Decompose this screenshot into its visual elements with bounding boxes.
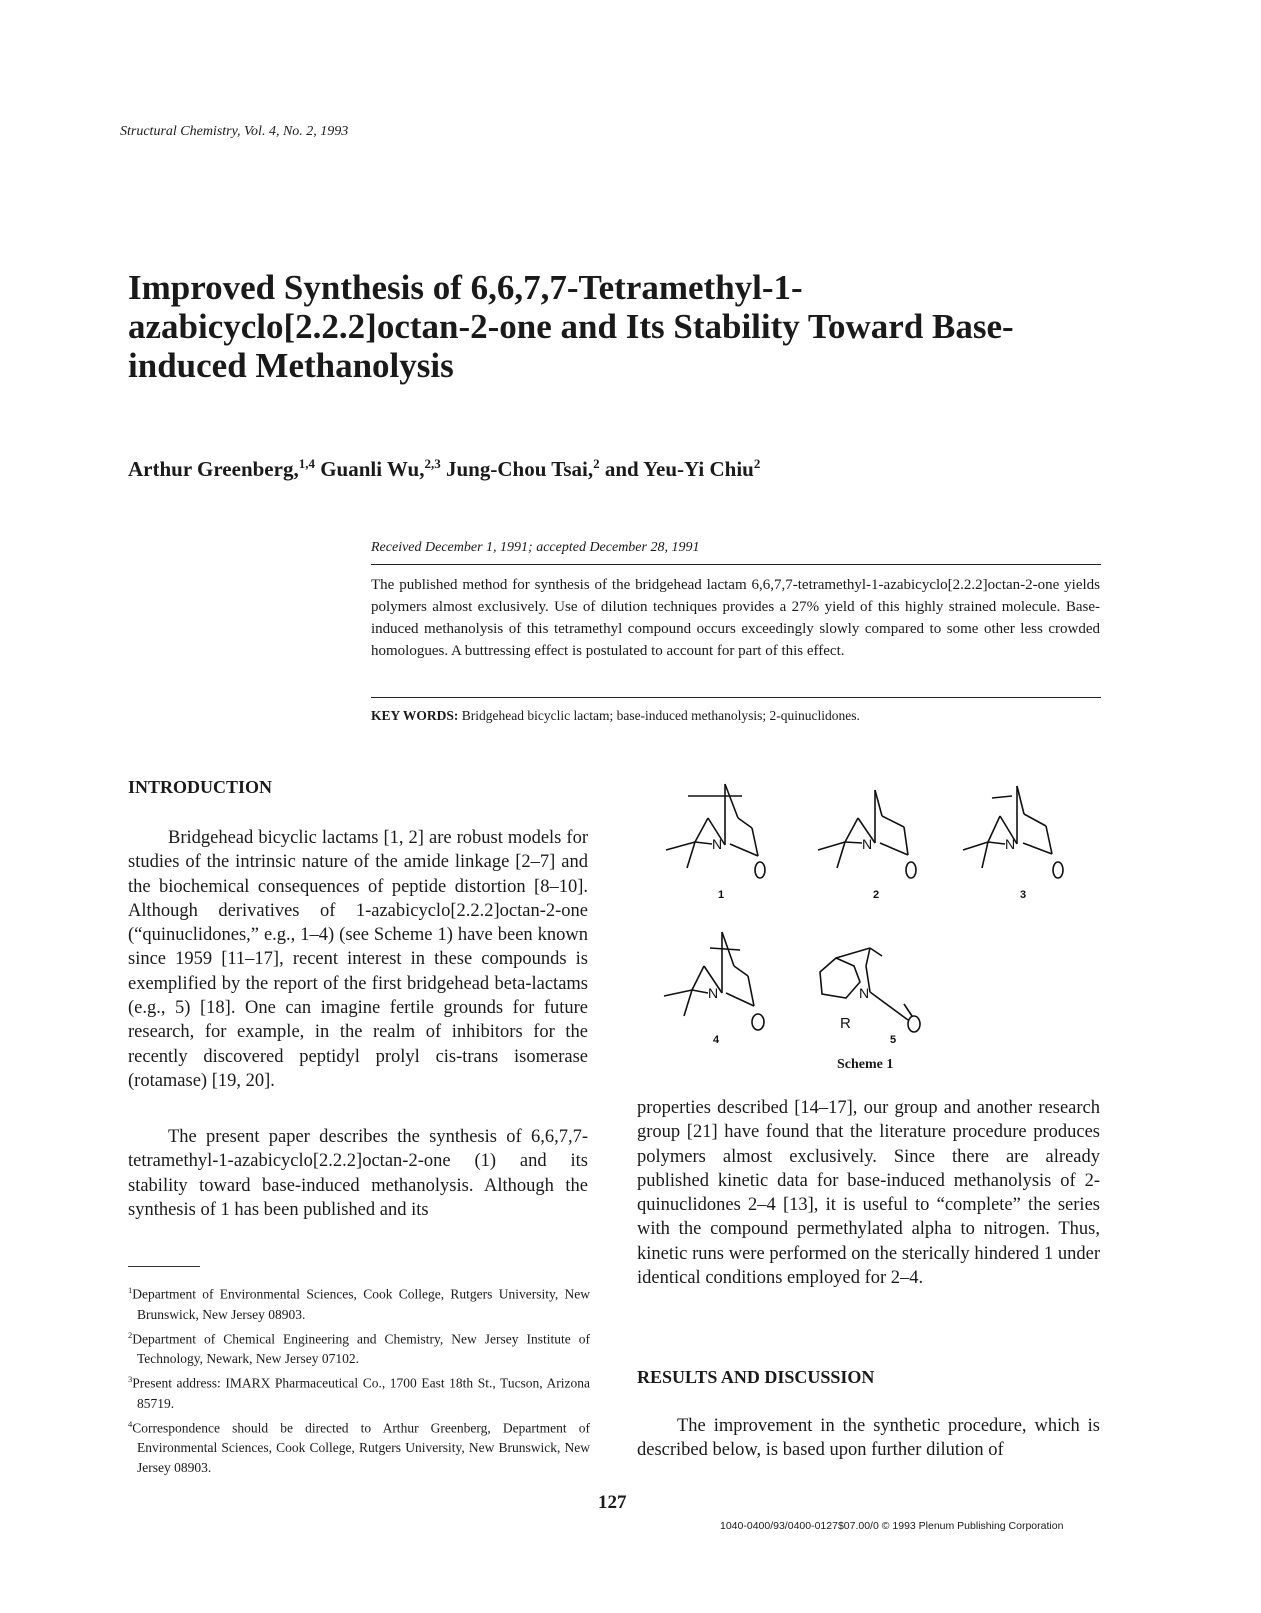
copyright-line: 1040-0400/93/0400-0127$07.00/0 © 1993 Plenum Publishing Corporation (720, 1520, 1064, 1532)
atom-n-label: N (712, 836, 723, 852)
compound-label: 3 (1020, 889, 1027, 901)
journal-citation: Structural Chemistry, Vol. 4, No. 2, 1993 (120, 124, 349, 139)
atom-n-label: N (859, 985, 870, 1001)
r-group-label: R (840, 1015, 851, 1032)
footnote-mark: 4 (128, 1418, 133, 1429)
footnote-mark: 1 (128, 1285, 133, 1295)
footnote (128, 1280, 590, 1325)
abstract-top-rule (371, 564, 1101, 565)
received-dates: Received December 1, 1991; accepted December 28, 1991 (371, 540, 700, 555)
structure-compound-1 (666, 784, 765, 901)
author-affiliation: 2,3 (424, 456, 441, 471)
author-affiliation: 2 (593, 456, 600, 471)
keywords: Bridgehead bicyclic lactam; base-induced methanolysis; 2-quinuclidones. (461, 708, 860, 723)
author-affiliation: 2 (753, 456, 761, 471)
results-paragraph-1: The improvement in the synthetic procedure, which is described below, is based upon further dilution of (637, 1416, 1100, 1461)
footnote-mark: 2 (128, 1329, 133, 1340)
scheme-caption: Scheme 1 (837, 1057, 894, 1072)
page-number: 127 (598, 1492, 627, 1513)
footnote-text: Department of Environmental Sciences, Cook College, Rutgers University, New Brunswick, New Jersey 08903. (132, 1286, 590, 1322)
scheme-1-structures (640, 770, 1110, 1080)
footnote-rule (128, 1266, 200, 1267)
abstract: The published method for synthesis of the bridgehead lactam 6,6,7,7-tetramethyl-1-azabicyclo[2.2.2]octan-2-one yields polymers almost exclusively. Use of dilution techniques provides a 27% yield of this highly strained molecule. Base-induced methanolysis of this tetramethyl compound occurs exceedingly slowly compared to some other less crowded homologues. A buttressing effect is postulated to account for part of this effect. (371, 577, 1100, 659)
introduction-heading: INTRODUCTION (128, 777, 273, 797)
footnote (128, 1414, 590, 1479)
footnote-text: Department of Chemical Engineering and Chemistry, New Jersey Institute of Technology, Newark, New Jersey 07102. (132, 1331, 590, 1366)
footnotes (128, 1280, 590, 1478)
compound-label: 4 (713, 1034, 720, 1046)
author-name: Jung-Chou Tsai, (446, 457, 594, 481)
keywords-label: KEY WORDS: (371, 708, 459, 723)
keywords-line (371, 708, 860, 724)
author-name: Arthur Greenberg, (128, 457, 299, 481)
structure-compound-5 (820, 948, 920, 1046)
footnote (128, 1325, 590, 1370)
abstract-bottom-rule (371, 697, 1101, 698)
atom-n-label: N (862, 836, 873, 852)
compound-label: 5 (890, 1034, 897, 1046)
article-title: Improved Synthesis of 6,6,7,7-Tetramethyl-1-azabicyclo[2.2.2]octan-2-one and Its Stability Toward Base-induced Methanolysis (128, 268, 1014, 385)
footnote-text: Correspondence should be directed to Arthur Greenberg, Department of Environmental Sciences, Cook College, Rutgers University, New Brunswick, New Jersey 08903. (132, 1420, 590, 1475)
results-heading: RESULTS AND DISCUSSION (637, 1367, 875, 1387)
footnote-text: Present address: IMARX Pharmaceutical Co., 1700 East 18th St., Tucson, Arizona 85719. (132, 1375, 590, 1411)
structure-compound-4 (664, 932, 764, 1046)
atom-n-label: N (1005, 836, 1016, 852)
author-list (128, 456, 760, 482)
author-name: Guanli Wu, (320, 457, 425, 481)
author-affiliation: 1,4 (298, 456, 315, 471)
footnote-mark: 3 (128, 1374, 133, 1384)
compound-label: 2 (873, 889, 880, 901)
author-name: and Yeu-Yi Chiu (604, 457, 754, 481)
intro-paragraph-2: The present paper describes the synthesis of 6,6,7,7-tetramethyl-1-azabicyclo[2.2.2]octan-2-one (1) and its stability toward base-induced methanolysis. Although the synthesis of 1 has been published and its (128, 1127, 588, 1220)
intro-paragraph-1: Bridgehead bicyclic lactams [1, 2] are robust models for studies of the intrinsic nature of the amide linkage [2–7] and the biochemical consequences of peptide distortion [8–10]. Although derivatives of 1-azabicyclo[2.2.2]octan-2-one (“quinuclidones,” e.g., 1–4) (see Scheme 1) have been known since 1959 [11–17], recent interest in these compounds is exemplified by the report of the first bridgehead beta-lactams (e.g., 5) [18]. One can imagine fertile grounds for future research, for example, in the realm of inhibitors for the recently discovered peptidyl prolyl cis-trans isomerase (rotamase) [19, 20]. (128, 828, 588, 1091)
right-paragraph-1: properties described [14–17], our group and another research group [21] have found that the literature procedure produces polymers almost exclusively. Since there are already published kinetic data for base-induced methanolysis of 2-quinuclidones 2–4 [13], it is useful to “complete” the series with the compound permethylated alpha to nitrogen. Thus, kinetic runs were performed on the sterically hindered 1 under identical conditions employed for 2–4. (637, 1098, 1100, 1289)
footnote (128, 1369, 590, 1414)
compound-label: 1 (718, 889, 725, 901)
atom-n-label: N (708, 985, 719, 1001)
structure-compound-2 (818, 790, 916, 901)
structure-compound-3 (963, 786, 1063, 901)
